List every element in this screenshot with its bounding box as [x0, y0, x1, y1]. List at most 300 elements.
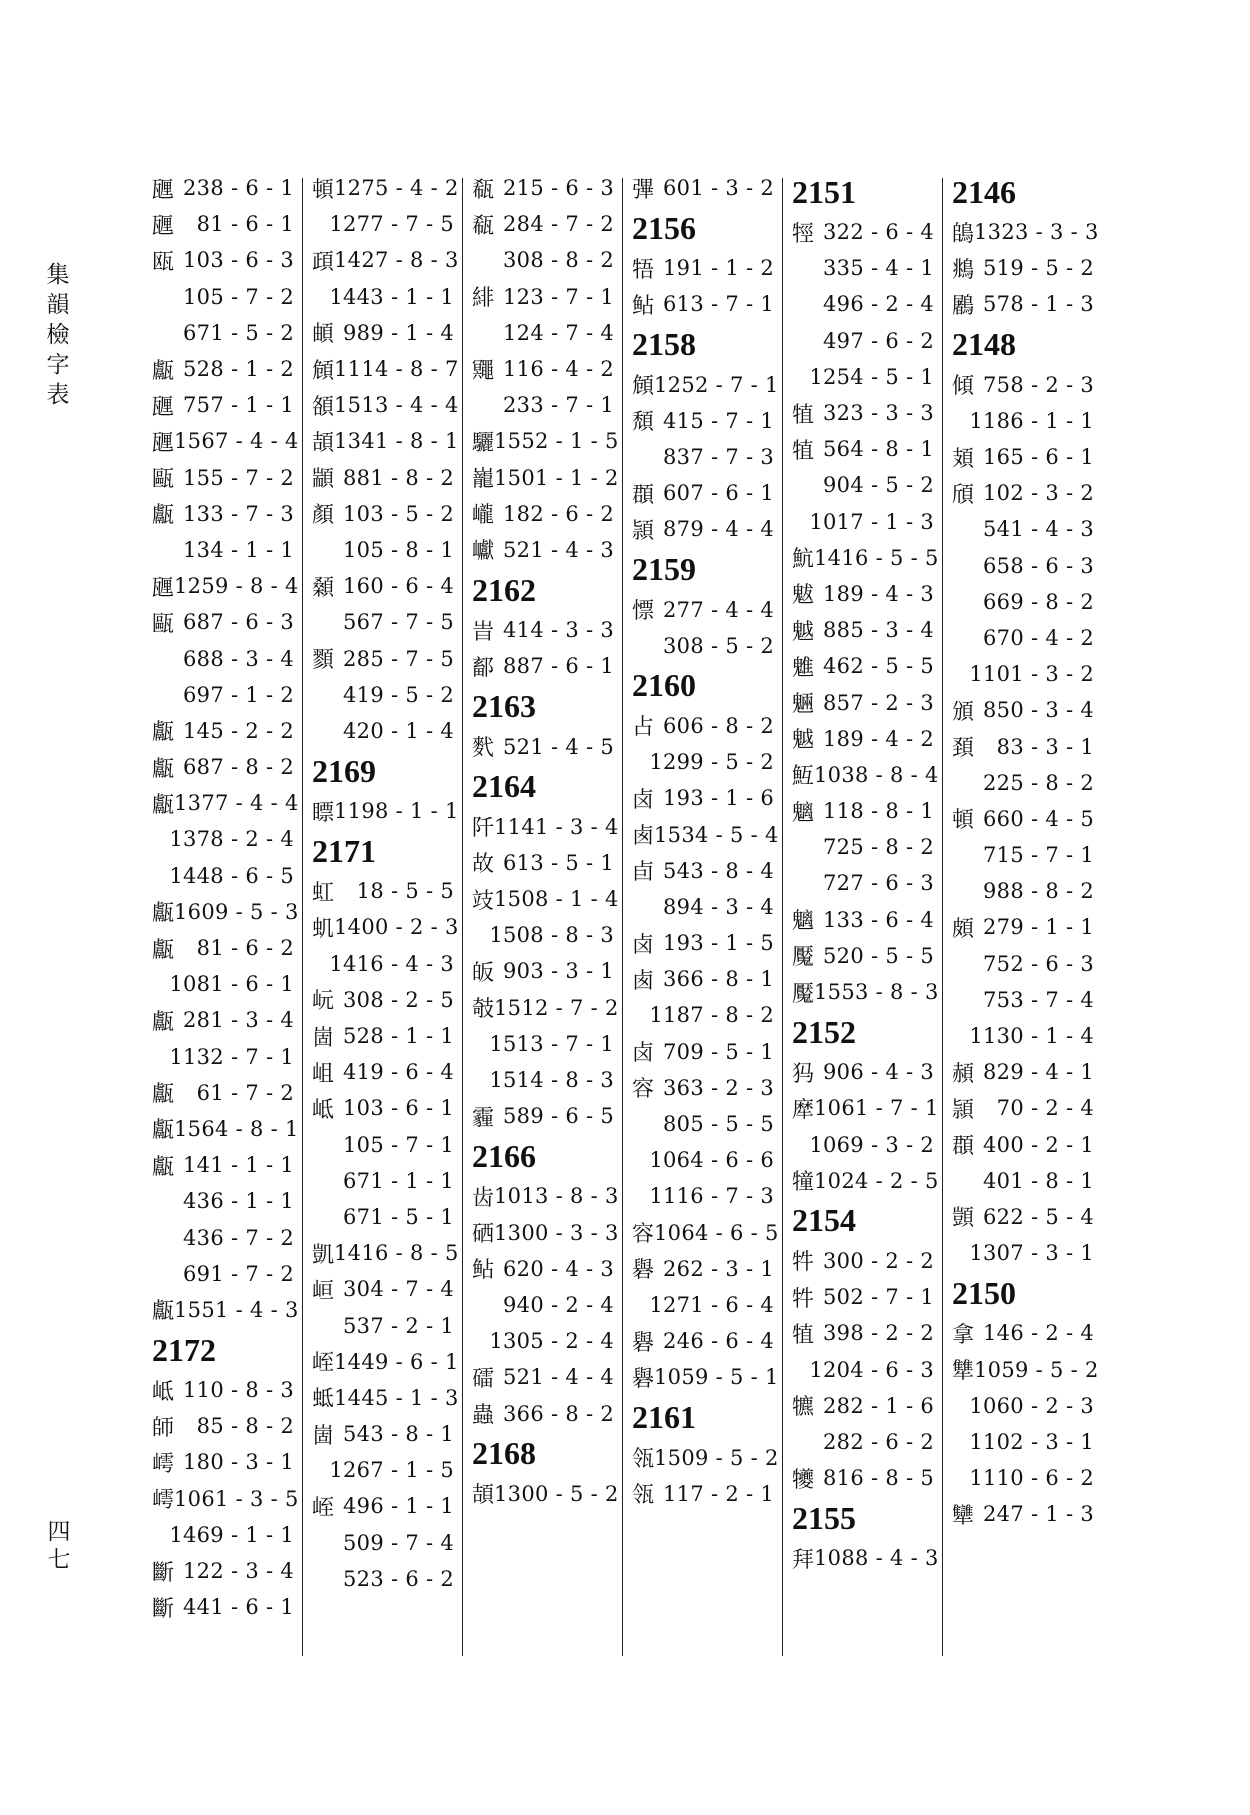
entry-character: 魎 — [792, 692, 815, 718]
entry-reference: 1305 - 2 - 4 — [489, 1329, 614, 1354]
index-entry — [468, 612, 620, 648]
entry-character: 鴵 — [952, 257, 975, 283]
entry-character: 甗 — [152, 756, 175, 782]
index-entry — [948, 692, 1100, 728]
entry-character: 頵 — [632, 482, 655, 508]
entry-reference: 1064 - 6 - 5 — [654, 1220, 779, 1245]
entry-reference: 1416 - 5 - 5 — [814, 545, 939, 570]
section-heading: 2172 — [152, 1331, 216, 1368]
index-entry — [628, 961, 780, 997]
entry-reference: 1378 - 2 - 4 — [169, 827, 294, 852]
entry-reference: 1081 - 6 - 1 — [169, 972, 294, 997]
entry-reference: 1059 - 5 - 1 — [654, 1365, 779, 1390]
entry-reference: 441 - 6 - 1 — [183, 1595, 294, 1620]
index-entry — [788, 323, 940, 359]
entry-reference: 85 - 8 - 2 — [196, 1414, 294, 1439]
entry-character: 鄐 — [472, 655, 495, 681]
entry-character: 犥 — [792, 1395, 815, 1421]
entry-reference: 308 - 2 - 5 — [343, 987, 454, 1012]
entry-reference: 400 - 2 - 1 — [983, 1132, 1094, 1157]
entry-reference: 1252 - 7 - 1 — [654, 372, 779, 397]
index-entry — [308, 1235, 460, 1271]
index-entry — [148, 966, 300, 1002]
entry-character: 鴭 — [952, 221, 975, 247]
index-entry — [468, 1359, 620, 1395]
entry-reference: 502 - 7 - 1 — [823, 1285, 934, 1310]
index-entry — [948, 982, 1100, 1018]
entry-reference: 1024 - 2 - 5 — [814, 1168, 939, 1193]
index-entry — [628, 511, 780, 547]
index-entry — [788, 793, 940, 829]
entry-character: 甅 — [152, 177, 175, 203]
index-entry — [308, 1561, 460, 1597]
index-entry — [788, 865, 940, 901]
entry-reference: 805 - 5 - 5 — [663, 1112, 774, 1137]
index-entry — [788, 1243, 940, 1279]
entry-character: 峌 — [312, 1351, 335, 1377]
entry-reference: 155 - 7 - 2 — [183, 465, 294, 490]
index-entry — [788, 684, 940, 720]
index-entry — [148, 930, 300, 966]
entry-character: 占 — [632, 715, 655, 741]
entry-character: 岻 — [312, 1097, 335, 1123]
section-heading: 2164 — [472, 768, 536, 805]
index-entry — [628, 744, 780, 780]
index-entry — [788, 431, 940, 467]
index-entry — [948, 439, 1100, 475]
index-column-5 — [788, 170, 940, 1660]
index-column-2 — [308, 170, 460, 1660]
entry-reference: 519 - 5 - 2 — [983, 256, 1094, 281]
entry-reference: 420 - 1 - 4 — [343, 718, 454, 743]
entry-character: 甗 — [152, 1154, 175, 1180]
entry-reference: 165 - 6 - 1 — [983, 445, 1094, 470]
entry-reference: 262 - 3 - 1 — [663, 1256, 774, 1281]
section-heading: 2163 — [472, 687, 536, 724]
entry-character: 頴 — [632, 518, 655, 544]
index-entry — [308, 387, 460, 423]
entry-reference: 528 - 1 - 1 — [343, 1024, 454, 1049]
entry-reference: 182 - 6 - 2 — [503, 501, 614, 526]
entry-reference: 81 - 6 - 2 — [196, 936, 294, 961]
entry-character: 頗 — [952, 916, 975, 942]
entry-character: 顏 — [312, 503, 335, 529]
entry-reference: 1275 - 4 - 2 — [334, 176, 459, 201]
entry-character: 頓 — [312, 177, 335, 203]
entry-character: 犆 — [792, 438, 815, 464]
index-entry — [148, 604, 300, 640]
entry-character: 瞟 — [312, 800, 335, 826]
index-entry — [948, 873, 1100, 909]
entry-reference: 543 - 8 - 4 — [663, 858, 774, 883]
section-heading: 2166 — [472, 1137, 536, 1174]
index-entry — [308, 677, 460, 713]
index-entry — [468, 1026, 620, 1062]
entry-character: 頔 — [312, 322, 335, 348]
index-entry — [148, 1039, 300, 1075]
index-entry — [148, 1111, 300, 1147]
index-entry — [308, 460, 460, 496]
entry-reference: 300 - 2 - 2 — [823, 1248, 934, 1273]
index-entry — [148, 496, 300, 532]
entry-reference: 102 - 3 - 2 — [983, 481, 1094, 506]
index-entry — [948, 909, 1100, 945]
section-heading: 2155 — [792, 1499, 856, 1536]
entry-reference: 215 - 6 - 3 — [503, 176, 614, 201]
column-divider — [302, 178, 303, 1656]
index-entry — [788, 359, 940, 395]
entry-reference: 419 - 6 - 4 — [343, 1060, 454, 1085]
index-entry — [468, 532, 620, 568]
entry-character: 卤 — [632, 1041, 655, 1067]
entry-character: 虹 — [312, 880, 335, 906]
entry-character: 峘 — [312, 1278, 335, 1304]
entry-reference: 189 - 4 - 2 — [823, 726, 934, 751]
index-entry — [148, 1517, 300, 1553]
entry-reference: 279 - 1 - 1 — [983, 915, 1094, 940]
section-heading: 2162 — [472, 571, 536, 608]
entry-character: 礜 — [632, 1258, 655, 1284]
entry-character: 魧 — [792, 547, 815, 573]
index-entry — [628, 403, 780, 439]
entry-character: 魘 — [792, 981, 815, 1007]
entry-reference: 146 - 2 - 4 — [983, 1321, 1094, 1346]
entry-reference: 1508 - 8 - 3 — [489, 923, 614, 948]
entry-character: 齿 — [472, 1185, 495, 1211]
entry-reference: 105 - 8 - 1 — [343, 537, 454, 562]
index-entry — [948, 1090, 1100, 1126]
index-entry — [308, 604, 460, 640]
index-entry — [148, 713, 300, 749]
index-entry — [308, 1307, 460, 1343]
index-entry — [148, 1075, 300, 1111]
entry-reference: 1567 - 4 - 4 — [174, 429, 299, 454]
entry-reference: 419 - 5 - 2 — [343, 682, 454, 707]
entry-character: 頵 — [952, 1134, 975, 1160]
index-entry — [308, 1488, 460, 1524]
entry-reference: 436 - 7 - 2 — [183, 1225, 294, 1250]
entry-reference: 620 - 4 - 3 — [503, 1256, 614, 1281]
entry-reference: 363 - 2 - 3 — [663, 1075, 774, 1100]
index-entry — [948, 548, 1100, 584]
entry-reference: 613 - 7 - 1 — [663, 292, 774, 317]
section-heading: 2146 — [952, 173, 1016, 210]
index-entry — [948, 1018, 1100, 1054]
entry-character: 巃 — [472, 467, 495, 493]
index-entry — [468, 279, 620, 315]
index-entry — [628, 1287, 780, 1323]
entry-reference: 124 - 7 - 4 — [503, 320, 614, 345]
entry-character: 瓯 — [152, 249, 175, 275]
entry-reference: 1445 - 1 - 3 — [334, 1385, 459, 1410]
index-entry — [308, 1127, 460, 1163]
entry-reference: 281 - 3 - 4 — [183, 1008, 294, 1033]
entry-character: 頴 — [952, 1097, 975, 1123]
entry-character: 甅 — [152, 430, 175, 456]
entry-character: 峌 — [312, 1495, 335, 1521]
entry-reference: 105 - 7 - 1 — [343, 1132, 454, 1157]
index-entry — [148, 170, 300, 206]
index-entry — [788, 757, 940, 793]
entry-reference: 322 - 6 - 4 — [823, 220, 934, 245]
book-title-char: 集 — [46, 262, 72, 288]
entry-character: 甗 — [152, 1118, 175, 1144]
index-entry — [628, 286, 780, 322]
entry-character: 甗 — [152, 358, 175, 384]
entry-character: 攲 — [472, 997, 495, 1023]
entry-reference: 1204 - 6 - 3 — [809, 1357, 934, 1382]
entry-reference: 414 - 3 - 3 — [503, 618, 614, 643]
entry-character: 魋 — [792, 655, 815, 681]
index-entry — [948, 511, 1100, 547]
entry-reference: 567 - 7 - 5 — [343, 610, 454, 635]
index-entry — [148, 1444, 300, 1480]
index-entry — [308, 1199, 460, 1235]
entry-character: 嶀 — [152, 1451, 175, 1477]
index-entry — [628, 889, 780, 925]
index-entry — [148, 640, 300, 676]
entry-character: 顓 — [312, 467, 335, 493]
index-entry — [308, 315, 460, 351]
entry-reference: 1564 - 8 - 1 — [174, 1116, 299, 1141]
entry-reference: 193 - 1 - 5 — [663, 931, 774, 956]
index-entry — [308, 206, 460, 242]
entry-reference: 523 - 6 - 2 — [343, 1566, 454, 1591]
index-entry — [788, 829, 940, 865]
entry-character: 虮 — [312, 916, 335, 942]
entry-reference: 1299 - 5 - 2 — [649, 750, 774, 775]
entry-character: 驪 — [472, 430, 495, 456]
entry-reference: 660 - 4 - 5 — [983, 806, 1094, 831]
section-heading: 2156 — [632, 209, 696, 246]
index-entry — [788, 1540, 940, 1576]
entry-reference: 1323 - 3 - 3 — [974, 220, 1099, 245]
entry-reference: 528 - 1 - 2 — [183, 357, 294, 382]
entry-character: 礜 — [632, 1330, 655, 1356]
entry-reference: 1609 - 5 - 3 — [174, 899, 299, 924]
entry-character: 頚 — [952, 736, 975, 762]
entry-reference: 141 - 1 - 1 — [183, 1153, 294, 1178]
index-entry — [308, 1163, 460, 1199]
entry-reference: 323 - 3 - 3 — [823, 401, 934, 426]
index-entry — [948, 1054, 1100, 1090]
entry-reference: 520 - 5 - 5 — [823, 943, 934, 968]
entry-reference: 1254 - 5 - 1 — [809, 364, 934, 389]
entry-character: 凱 — [312, 1242, 335, 1268]
index-entry — [148, 1219, 300, 1255]
index-entry — [148, 858, 300, 894]
entry-reference: 509 - 7 - 4 — [343, 1530, 454, 1555]
entry-reference: 193 - 1 - 6 — [663, 786, 774, 811]
index-entry — [468, 1251, 620, 1287]
section-heading: 2152 — [792, 1013, 856, 1050]
entry-reference: 1448 - 6 - 5 — [169, 863, 294, 888]
entry-reference: 180 - 3 - 1 — [183, 1450, 294, 1475]
index-entry — [148, 785, 300, 821]
entry-reference: 1508 - 1 - 4 — [494, 887, 619, 912]
entry-character: 師 — [152, 1415, 175, 1441]
index-entry — [468, 170, 620, 206]
index-entry — [468, 242, 620, 278]
entry-character: 牼 — [792, 221, 815, 247]
index-entry — [148, 423, 300, 459]
entry-character: 霾 — [472, 1105, 495, 1131]
entry-reference: 191 - 1 - 2 — [663, 256, 774, 281]
entry-reference: 521 - 4 - 5 — [503, 734, 614, 759]
entry-reference: 1059 - 5 - 2 — [974, 1357, 1099, 1382]
entry-character: 頓 — [952, 808, 975, 834]
entry-reference: 1267 - 1 - 5 — [329, 1458, 454, 1483]
index-entry — [308, 1090, 460, 1126]
entry-reference: 829 - 4 - 1 — [983, 1060, 1094, 1085]
index-entry — [628, 1251, 780, 1287]
index-entry — [308, 1452, 460, 1488]
index-entry — [788, 1460, 940, 1496]
entry-reference: 757 - 1 - 1 — [183, 393, 294, 418]
index-entry — [148, 315, 300, 351]
entry-character: 鲇 — [632, 293, 655, 319]
index-entry — [788, 1163, 940, 1199]
entry-character: 魘 — [792, 945, 815, 971]
entry-reference: 1443 - 1 - 1 — [329, 284, 454, 309]
index-entry — [308, 1271, 460, 1307]
entry-reference: 1130 - 1 - 4 — [969, 1024, 1094, 1049]
entry-character: 崮 — [312, 1025, 335, 1051]
index-entry — [948, 286, 1100, 322]
index-entry — [948, 765, 1100, 801]
entry-reference: 81 - 6 - 1 — [196, 212, 294, 237]
index-entry — [468, 1287, 620, 1323]
entry-reference: 133 - 6 - 4 — [823, 907, 934, 932]
entry-character: 瓴 — [632, 1447, 655, 1473]
entry-reference: 1110 - 6 - 2 — [969, 1466, 1094, 1491]
index-entry — [468, 1323, 620, 1359]
column-divider — [622, 178, 623, 1656]
entry-reference: 1064 - 6 - 6 — [649, 1148, 774, 1173]
entry-reference: 366 - 8 - 2 — [503, 1401, 614, 1426]
entry-character: 彃 — [632, 177, 655, 203]
entry-reference: 401 - 8 - 1 — [983, 1168, 1094, 1193]
page-number-char: 七 — [47, 1547, 71, 1573]
index-entry — [148, 460, 300, 496]
index-entry — [308, 496, 460, 532]
book-title-char: 字 — [46, 352, 72, 378]
entry-reference: 1513 - 4 - 4 — [334, 393, 459, 418]
index-entry — [788, 467, 940, 503]
entry-reference: 521 - 4 - 4 — [503, 1365, 614, 1390]
index-entry — [148, 1183, 300, 1219]
index-entry — [788, 974, 940, 1010]
entry-reference: 715 - 7 - 1 — [983, 843, 1094, 868]
entry-character: 拜 — [792, 1547, 815, 1573]
entry-character: 鷵 — [952, 293, 975, 319]
index-column-4 — [628, 170, 780, 1660]
entry-character: 蚳 — [312, 1387, 335, 1413]
entry-reference: 564 - 8 - 1 — [823, 437, 934, 462]
entry-reference: 1187 - 8 - 2 — [649, 1003, 774, 1028]
entry-character: 顗 — [952, 1206, 975, 1232]
index-entry — [308, 909, 460, 945]
entry-character: 瓴 — [632, 1483, 655, 1509]
entry-reference: 1300 - 3 - 3 — [494, 1220, 619, 1245]
index-entry — [948, 1496, 1100, 1532]
entry-reference: 658 - 6 - 3 — [983, 553, 1094, 578]
section-heading: 2159 — [632, 551, 696, 587]
entry-character: 牾 — [632, 257, 655, 283]
entry-character: 卤 — [632, 787, 655, 813]
index-entry — [628, 1106, 780, 1142]
entry-reference: 1132 - 7 - 1 — [169, 1044, 294, 1069]
entry-reference: 61 - 7 - 2 — [196, 1080, 294, 1105]
index-entry — [148, 568, 300, 604]
index-entry — [308, 1054, 460, 1090]
entry-reference: 850 - 3 - 4 — [983, 698, 1094, 723]
entry-reference: 671 - 1 - 1 — [343, 1168, 454, 1193]
entry-reference: 1449 - 6 - 1 — [334, 1349, 459, 1374]
entry-character: 礌 — [472, 1366, 495, 1392]
entry-reference: 233 - 7 - 1 — [503, 393, 614, 418]
entry-reference: 282 - 6 - 2 — [823, 1429, 934, 1454]
entry-reference: 1416 - 4 - 3 — [329, 951, 454, 976]
entry-character: 瓻 — [472, 177, 495, 203]
entry-reference: 521 - 4 - 3 — [503, 537, 614, 562]
entry-character: 頒 — [952, 699, 975, 725]
entry-character: 魑 — [792, 909, 815, 935]
index-entry — [628, 1070, 780, 1106]
index-entry — [148, 1553, 300, 1589]
index-entry — [948, 1315, 1100, 1351]
entry-reference: 1141 - 3 - 4 — [494, 814, 619, 839]
entry-character: 顙 — [312, 575, 335, 601]
index-entry — [948, 250, 1100, 286]
entry-character: 甌 — [152, 467, 175, 493]
index-entry — [628, 1034, 780, 1070]
index-entry — [468, 953, 620, 989]
entry-character: 皈 — [472, 960, 495, 986]
entry-character: 魆 — [792, 619, 815, 645]
index-entry — [148, 821, 300, 857]
entry-character: 犸 — [792, 1061, 815, 1087]
entry-reference: 436 - 1 - 1 — [183, 1189, 294, 1214]
index-entry — [628, 780, 780, 816]
entry-reference: 837 - 7 - 3 — [663, 445, 774, 470]
entry-reference: 246 - 6 - 4 — [663, 1329, 774, 1354]
index-entry — [788, 576, 940, 612]
column-divider — [782, 178, 783, 1656]
index-entry — [308, 946, 460, 982]
entry-reference: 1116 - 7 - 3 — [649, 1184, 774, 1209]
entry-reference: 415 - 7 - 1 — [663, 408, 774, 433]
index-entry — [148, 1589, 300, 1625]
entry-reference: 1501 - 1 - 2 — [494, 465, 619, 490]
entry-character: 犆 — [792, 1322, 815, 1348]
index-entry — [468, 809, 620, 845]
entry-character: 頠 — [312, 358, 335, 384]
index-entry — [628, 997, 780, 1033]
section-heading: 2168 — [472, 1435, 536, 1472]
index-entry — [948, 214, 1100, 250]
entry-reference: 725 - 8 - 2 — [823, 835, 934, 860]
entry-reference: 1427 - 8 - 3 — [334, 248, 459, 273]
index-entry — [308, 1380, 460, 1416]
index-entry — [468, 1062, 620, 1098]
entry-reference: 670 - 4 - 2 — [983, 625, 1094, 650]
entry-reference: 189 - 4 - 3 — [823, 581, 934, 606]
index-entry — [628, 1323, 780, 1359]
entry-reference: 1186 - 1 - 1 — [969, 408, 1094, 433]
entry-reference: 691 - 7 - 2 — [183, 1261, 294, 1286]
index-entry — [788, 1279, 940, 1315]
